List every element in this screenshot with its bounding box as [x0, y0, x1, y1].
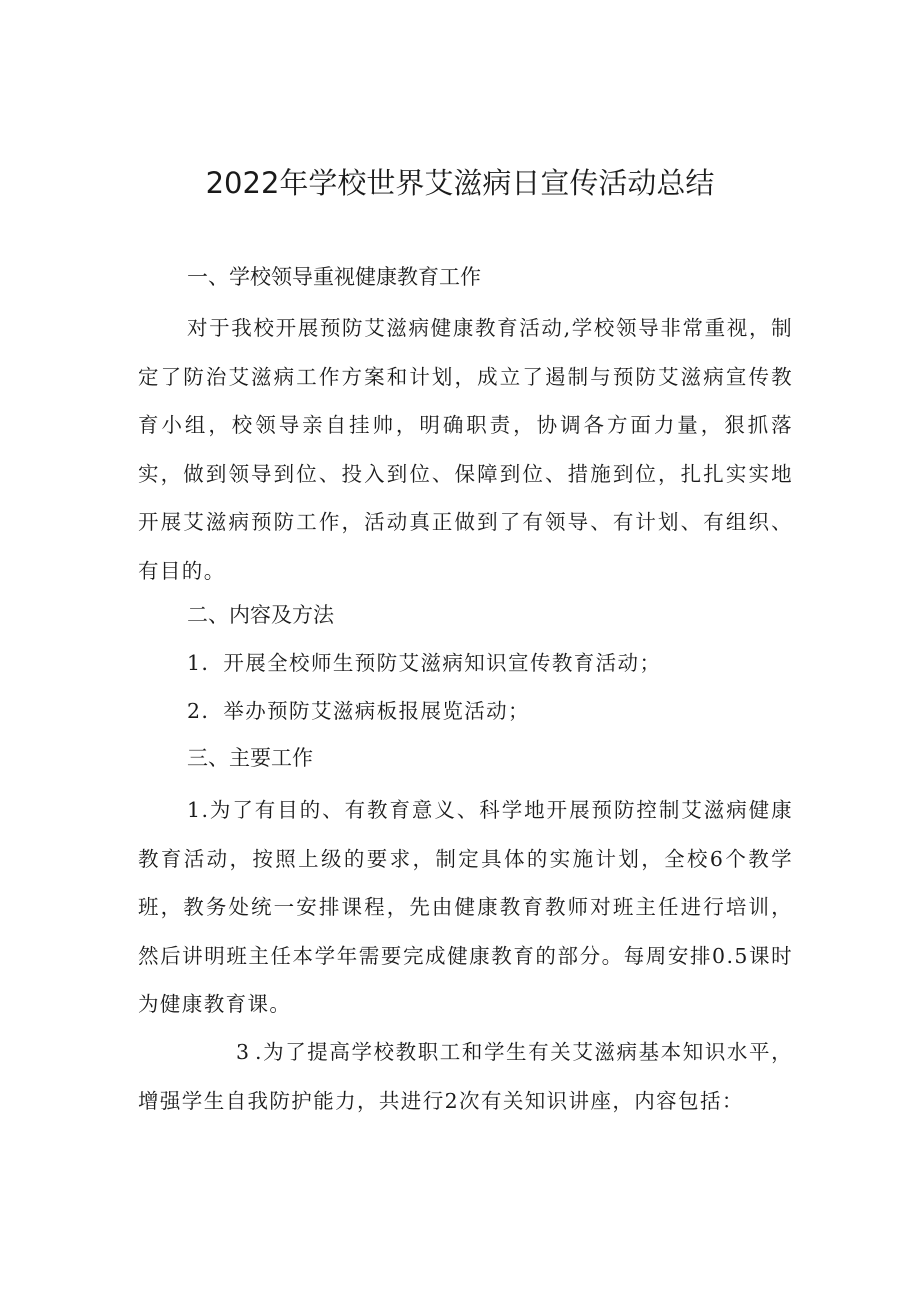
document-title: 2022年学校世界艾滋病日宣传活动总结: [205, 166, 715, 200]
section-1-paragraph: 对于我校开展预防艾滋病健康教育活动,学校领导非常重视，制定了防治艾滋病工作方案和计划，成立了遏制与预防艾滋病宣传教育小组，校领导亲自挂帅，明确职责，协调各方面力量，狠抓落实，做到领导到位、投入到位、保障到位、措施到位，扎扎实实地开展艾滋病预防工作，活动真正做到了有领导、有计划、有组织、有目的。: [138, 316, 793, 583]
list-item-1: 1．开展全校师生预防艾滋病知识宣传教育活动；: [187, 651, 662, 675]
section-3-paragraph-3: [138, 1028, 793, 1125]
paragraph-text: .为了提高学校教职工和学生有关艾滋病基本知识水平，增强学生自我防护能力，共进行2次有关知识讲座，内容包括：: [138, 1040, 793, 1113]
paragraph-number: 3: [236, 1040, 251, 1064]
section-heading-3: 三、主要工作: [187, 746, 313, 770]
section-heading-2: 二、内容及方法: [187, 603, 334, 627]
list-item-2: 2．举办预防艾滋病板报展览活动；: [187, 699, 530, 723]
section-3-paragraph-1: 1.为了有目的、有教育意义、科学地开展预防控制艾滋病健康教育活动，按照上级的要求，制定具体的实施计划，全校6个教学班，教务处统一安排课程，先由健康教育教师对班主任进行培训，然后讲明班主任本学年需要完成健康教育的部分。每周安排0.5课时为健康教育课。: [138, 798, 793, 1016]
section-heading-1: 一、学校领导重视健康教育工作: [187, 265, 481, 289]
